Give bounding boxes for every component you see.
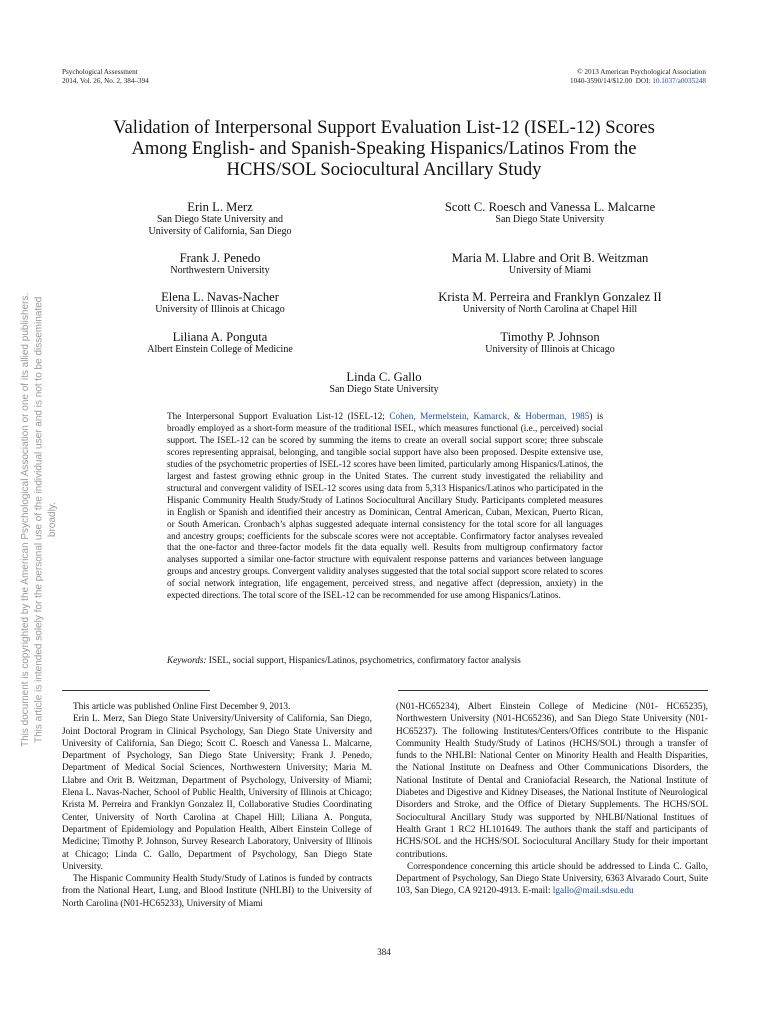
author-affiliation: University of Miami xyxy=(508,265,592,276)
publication-date-note: This article was published Online First December 9, 2013. xyxy=(73,702,291,712)
author-name: Frank J. Penedo xyxy=(179,251,261,265)
author-name: Erin L. Merz xyxy=(187,200,253,214)
author-name: Elena L. Navas-Nacher xyxy=(161,290,279,304)
affiliations-note: Erin L. Merz, San Diego State University/University of California, San Diego, Joint Doctoral Program in Clinical Psychology, San Diego State University and University of California, San Diego; Scott C. Roesch and Vanessa L. Malcarne, Department of Psychology, San Diego State University; Frank J. Penedo, Department of Medical Social Sciences, Northwestern University; Maria M. Llabre and Orit B. Weitzman, Department of Psychology, University of Miami; Elena L. Navas-Nacher, School of Public Health, University of Illinois at Chicago; Krista M. Perreira and Franklyn Gonzalez II, Collaborative Studies Coordinating Center, University of North Carolina at Chapel Hill; Liliana A. Ponguta, Department of Epidemiology and Population Health, Albert Einstein College of Medicine; Timothy P. Johnson, Survey Research Laboratory, University of Illinois at Chicago; Linda C. Gallo, Department of Psychology, San Diego State University. xyxy=(62,714,372,872)
copyright-sidebar xyxy=(19,290,58,750)
author-affiliation: San Diego State University xyxy=(329,384,439,395)
sidebar-line-2: This article is intended solely for the personal use of the individual user and is not to be disseminated broadly. xyxy=(33,296,58,744)
article-title xyxy=(60,117,708,180)
footnote-divider xyxy=(62,690,210,691)
keywords xyxy=(167,654,603,666)
author-affiliation: Albert Einstein College of Medicine xyxy=(147,344,293,355)
author-block-gallo xyxy=(270,370,498,396)
author-block-perreira xyxy=(390,290,710,316)
author-affiliation: University of California, San Diego xyxy=(148,226,292,237)
sidebar-line-1: This document is copyrighted by the American Psychological Association or one of its allied publishers. xyxy=(20,292,31,748)
author-block-johnson xyxy=(390,330,710,356)
running-header-right xyxy=(570,68,706,86)
author-block-merz xyxy=(110,200,330,238)
author-note-right-column xyxy=(396,701,708,898)
issn: 1040-3590/14/$12.00 xyxy=(570,77,633,85)
author-affiliation: University of North Carolina at Chapel Hill xyxy=(462,304,638,315)
author-block-roesch xyxy=(390,200,710,226)
author-name: Liliana A. Ponguta xyxy=(172,330,268,344)
author-name: Maria M. Llabre and Orit B. Weitzman xyxy=(451,251,649,265)
abstract xyxy=(167,411,603,602)
correspondence-note xyxy=(396,861,708,898)
author-name: Linda C. Gallo xyxy=(346,370,422,384)
author-block-navas xyxy=(110,290,330,316)
running-header-left xyxy=(62,68,149,86)
abstract-lead: The Interpersonal Support Evaluation List-12 (ISEL-12; xyxy=(167,411,390,421)
author-affiliation: University of Illinois at Chicago xyxy=(485,344,615,355)
author-name: Scott C. Roesch and Vanessa L. Malcarne xyxy=(444,200,656,214)
doi-link[interactable]: 10.1037/a0035248 xyxy=(652,77,706,85)
volume-citation: 2014, Vol. 26, No. 2, 384–394 xyxy=(62,77,149,85)
title-line-1: Validation of Interpersonal Support Evaluation List-12 (ISEL-12) Scores xyxy=(113,117,655,138)
abstract-body: ) is broadly employed as a short-form measure of the traditional ISEL, which measures functional (i.e., perceived) social support. The ISEL-12 can be scored by summing the items to create an overall social support score; three subscale scores representing appraisal, belonging, and tangible social support have also been proposed. Despite extensive use, studies of the psychometric properties of ISEL-12 scores have been limited, particularly among Hispanics/Latinos, the largest and fastest growing ethnic group in the United States. The current study investigated the reliability and structural and convergent validity of ISEL-12 scores using data from 5,313 Hispanics/Latinos who participated in the Hispanic Community Health Study/Study of Latinos Sociocultural Ancillary Study. Participants completed measures in English or Spanish and identified their ancestry as Dominican, Central American, Cuban, Mexican, Puerto Rican, or South American. Cronbach’s alphas suggested adequate internal consistency for the total score for all languages and ancestry groups; coefficients for the subscale scores were not acceptable. Confirmatory factor analyses revealed that the one-factor and three-factor models fit the data equally well. Results from multigroup confirmatory factor analyses supported a similar one-factor structure with equivalent response patterns and variances between language groups and ancestry groups. Convergent validity analyses suggested that the total social support score related to scores of social network integration, life engagement, perceived stress, and negative affect (depression, anxiety) in the expected directions. The total score of the ISEL-12 can be recommended for use among Hispanics/Latinos. xyxy=(167,411,604,601)
copyright-line: © 2013 American Psychological Association xyxy=(577,68,706,76)
email-link[interactable]: lgallo@mail.sdsu.edu xyxy=(552,886,634,897)
author-note-left-column xyxy=(62,701,372,910)
author-name: Timothy P. Johnson xyxy=(500,330,600,344)
author-block-penedo xyxy=(110,251,330,277)
keywords-text: ISEL, social support, Hispanics/Latinos, psychometrics, confirmatory factor analysis xyxy=(208,655,521,665)
correspondence-text: Correspondence concerning this article should be addressed to Linda C. Gallo, Department of Psychology, San Diego State University, 6363 Alvarado Court, Suite 103, San Diego, CA 92120-4913. E-mail: xyxy=(396,861,708,897)
reference-link[interactable]: Cohen, Mermelstein, Kamarck, & Hoberman, 1985 xyxy=(389,411,590,421)
issn-doi-line xyxy=(570,77,706,86)
author-block-llabre xyxy=(390,251,710,277)
funding-note: The Hispanic Community Health Study/Study of Latinos is funded by contracts from the National Heart, Lung, and Blood Institute (NHLBI) to the University of North Carolina (N01-HC65233), University of Miami xyxy=(62,874,372,909)
keywords-label: Keywords: xyxy=(167,655,207,665)
author-affiliation: Northwestern University xyxy=(170,265,270,276)
author-block-ponguta xyxy=(110,330,330,356)
author-affiliation: University of Illinois at Chicago xyxy=(155,304,285,315)
funding-note-continued: (N01-HC65234), Albert Einstein College of Medicine (N01- HC65235), Northwestern University (N01-HC65236), and San Diego State University (N01-HC65237). The following Institutes/Centers/Offices contribute to the Hispanic Community Health Study/Study of Latinos (HCHS/SOL) through a transfer of funds to the NHLBI: National Center on Minority Health and Health Disparities, the National Institute on Deafness and Other Communications Disorders, the National Institute of Dental and Craniofacial Research, the National Institute of Diabetes and Digestive and Kidney Diseases, the National Institute of Neurological Disorders and Stroke, and the Office of Dietary Supplements. The HCHS/SOL Sociocultural Ancillary Study was supported by NHLBI/National Institues of Health Grant 1 RC2 HL101649. The authors thank the staff and participants of HCHS/SOL and the HCHS/SOL Sociocultural Ancillary Study for their important contributions. xyxy=(396,702,708,860)
journal-name: Psychological Assessment xyxy=(62,68,138,76)
column-top-rule xyxy=(398,690,708,691)
doi-label: DOI: xyxy=(635,77,651,85)
author-affiliation: San Diego State University and xyxy=(156,214,284,225)
title-line-2: Among English- and Spanish-Speaking Hispanics/Latinos From the xyxy=(131,138,637,159)
page-number: 384 xyxy=(377,947,391,957)
author-affiliation: San Diego State University xyxy=(495,214,605,225)
title-line-3: HCHS/SOL Sociocultural Ancillary Study xyxy=(226,159,542,180)
author-name: Krista M. Perreira and Franklyn Gonzalez II xyxy=(438,290,662,304)
